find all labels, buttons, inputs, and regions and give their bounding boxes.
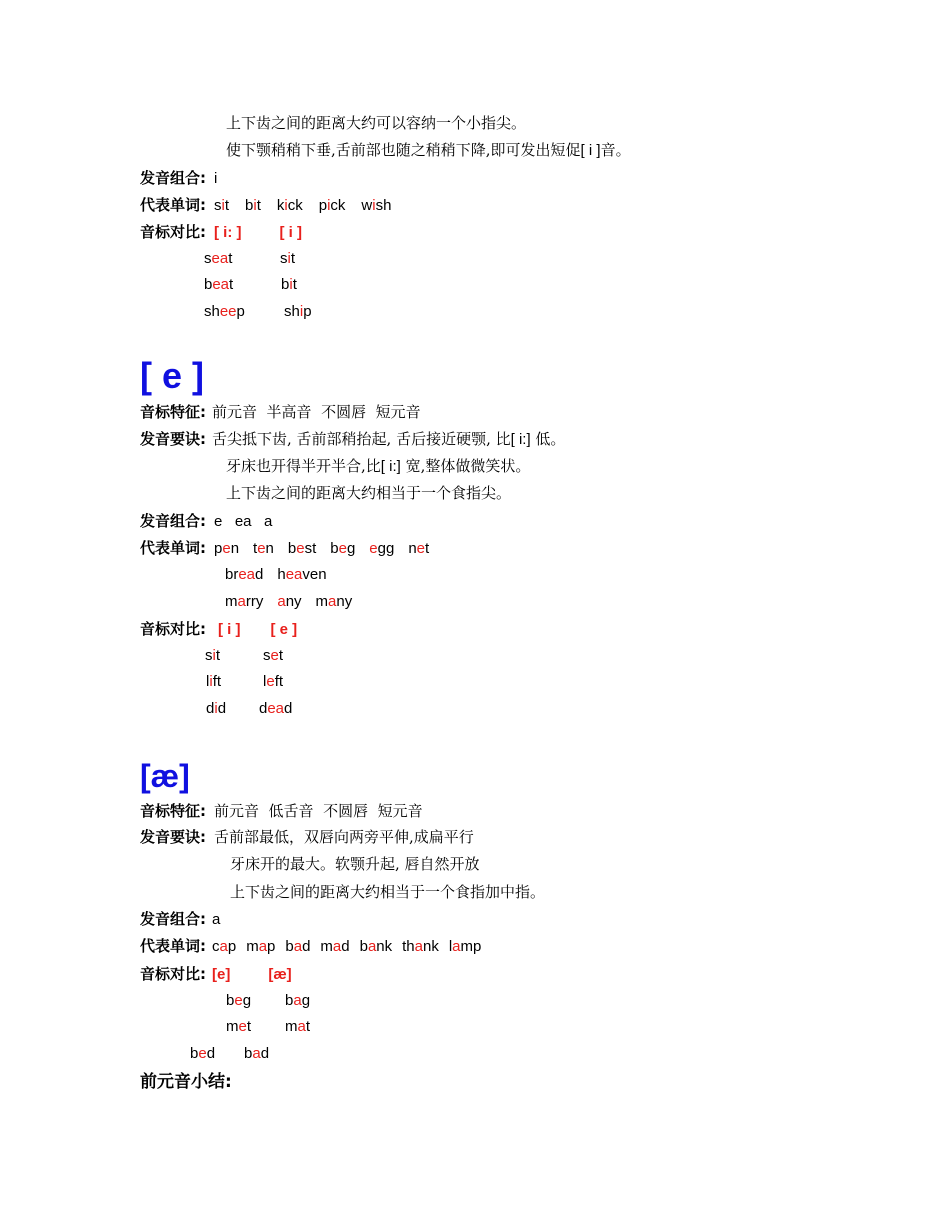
- e-tips-row: [140, 430, 565, 449]
- ae-word: thank: [402, 938, 439, 955]
- e-tips-label: 发音要诀:: [140, 430, 206, 448]
- ae-pair-a: bed: [190, 1045, 216, 1062]
- ae-word: map: [246, 938, 276, 955]
- e-tip-1-symbol: [ i:]: [510, 431, 531, 448]
- e-tip-2-pre: 牙床也开得半开半合,比: [226, 457, 381, 475]
- ae-word: bank: [359, 938, 393, 955]
- e-tip-1-post: 低。: [530, 430, 566, 448]
- i-contrast-row: [140, 223, 302, 242]
- i-pair-a: beat: [204, 276, 234, 293]
- e-feature-value: 前元音 半高音 不圆唇 短元音: [212, 403, 421, 421]
- ae-combo-label: 发音组合:: [140, 910, 206, 928]
- ae-words-row: [140, 937, 481, 956]
- ae-word: lamp: [448, 938, 482, 955]
- e-words-row: [140, 539, 429, 558]
- i-tip-line-3-post: 音。: [600, 141, 631, 159]
- e-word: any: [277, 593, 302, 610]
- ae-contrast-label: 音标对比:: [140, 965, 206, 983]
- i-tip-line-3: [226, 141, 631, 160]
- i-contrast-label: 音标对比:: [140, 223, 206, 241]
- ae-pair-b: mat: [285, 1018, 311, 1035]
- i-words-label: 代表单词:: [140, 196, 206, 214]
- ae-tip-line-2: 牙床开的最大。软颚升起, 唇自然开放: [230, 855, 480, 873]
- e-word: bread: [225, 566, 264, 583]
- i-pair-a: sheep: [204, 303, 245, 320]
- i-combo-label: 发音组合:: [140, 169, 206, 187]
- e-combo-row: [140, 512, 272, 531]
- i-pair-b: bit: [281, 276, 297, 293]
- e-pair-a: did: [206, 700, 227, 717]
- e-contrast-b: [ e ]: [270, 621, 298, 638]
- e-word: net: [408, 540, 430, 557]
- i-tip-line-3-symbol: [ i ]: [580, 142, 601, 159]
- e-tip-2-symbol: [ i:]: [380, 458, 401, 475]
- e-word-list-2: [225, 566, 327, 584]
- ae-word: mad: [320, 938, 350, 955]
- ae-pair-b: bad: [244, 1045, 270, 1062]
- ae-pair-b: bag: [285, 992, 311, 1009]
- front-vowel-summary-title: 前元音小结:: [140, 1072, 232, 1092]
- i-combo-row: [140, 169, 217, 188]
- ae-word-list: [212, 938, 481, 955]
- ae-combo-value: a: [212, 911, 221, 928]
- e-combo-label: 发音组合:: [140, 512, 206, 530]
- e-contrast-row: [140, 620, 297, 639]
- i-word: wish: [361, 197, 392, 214]
- e-word: pen: [214, 540, 240, 557]
- i-word-list: [214, 197, 391, 214]
- ae-contrast-b: [æ]: [268, 966, 292, 983]
- ae-word: bad: [285, 938, 311, 955]
- e-contrast-label: 音标对比:: [140, 620, 206, 638]
- e-word: marry: [225, 593, 264, 610]
- ae-tip-line-3: 上下齿之间的距离大约相当于一个食指加中指。: [230, 883, 546, 901]
- e-heading: [ e ]: [140, 355, 205, 396]
- e-word: ten: [253, 540, 274, 557]
- ae-pair-a: met: [226, 1018, 252, 1035]
- e-pair-b: dead: [259, 700, 293, 717]
- e-feature-row: [140, 403, 421, 421]
- ae-words-label: 代表单词:: [140, 937, 206, 955]
- e-tip-1-pre: 舌尖抵下齿, 舌前部稍抬起, 舌后接近硬颚, 比: [212, 430, 511, 448]
- e-word: many: [315, 593, 353, 610]
- i-pair-b: sit: [280, 250, 296, 267]
- i-combo-value: i: [214, 170, 218, 187]
- i-contrast-a: [ i: ]: [214, 224, 242, 241]
- e-word: egg: [369, 540, 395, 557]
- e-word: heaven: [277, 566, 327, 583]
- e-pair-a: lift: [206, 673, 222, 690]
- i-pair-a: seat: [204, 250, 233, 267]
- e-word-list-1: [214, 540, 429, 557]
- e-pair-a: sit: [205, 647, 221, 664]
- i-word: kick: [276, 197, 303, 214]
- e-feature-label: 音标特征:: [140, 403, 206, 421]
- e-pair-b: set: [263, 647, 284, 664]
- ae-feature-row: [140, 802, 423, 820]
- i-tip-line-3-pre: 使下颚稍稍下垂,舌前部也随之稍稍下降,即可发出短促: [226, 141, 581, 159]
- e-tip-line-3: 上下齿之间的距离大约相当于一个食指尖。: [226, 484, 512, 502]
- i-words-row: [140, 196, 391, 215]
- i-tip-line-2: 上下齿之间的距离大约可以容纳一个小指尖。: [226, 114, 527, 132]
- i-contrast-b: [ i ]: [279, 224, 302, 241]
- e-word: beg: [330, 540, 356, 557]
- e-words-label: 代表单词:: [140, 539, 206, 557]
- e-tip-2-post: 宽,整体做微笑状。: [400, 457, 531, 475]
- ae-pair-a: beg: [226, 992, 252, 1009]
- i-pair-b: ship: [284, 303, 312, 320]
- e-combo-value: e ea a: [214, 513, 273, 530]
- i-word: bit: [245, 197, 261, 214]
- ae-word: cap: [212, 938, 237, 955]
- ae-contrast-row: [140, 965, 292, 984]
- ae-tips-row: [140, 828, 474, 846]
- i-word: pick: [318, 197, 346, 214]
- ae-contrast-a: [e]: [212, 966, 231, 983]
- e-word: best: [287, 540, 317, 557]
- e-tip-line-2: [226, 457, 530, 476]
- ae-heading: [æ]: [140, 758, 190, 794]
- ae-tip-1: 舌前部最低，双唇向两旁平伸,成扁平行: [214, 828, 474, 846]
- ae-feature-label: 音标特征:: [140, 802, 206, 820]
- e-word-list-3: [225, 593, 352, 611]
- i-word: sit: [214, 197, 230, 214]
- ae-tips-label: 发音要诀:: [140, 828, 206, 846]
- e-contrast-a: [ i ]: [218, 621, 241, 638]
- ae-feature-value: 前元音 低舌音 不圆唇 短元音: [214, 802, 423, 820]
- ae-combo-row: [140, 910, 220, 929]
- e-pair-b: left: [263, 673, 284, 690]
